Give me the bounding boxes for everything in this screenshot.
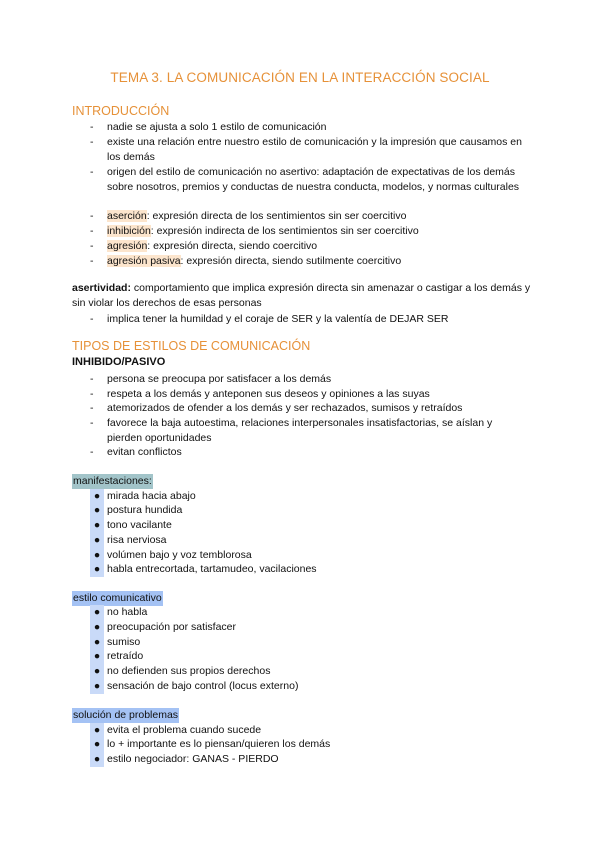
bullet-icon: ● [90, 562, 104, 577]
list-item-text: habla entrecortada, tartamudeo, vacilaciones [107, 563, 317, 575]
list-item-text: tono vacilante [107, 519, 172, 531]
list-item-text: retraído [107, 650, 144, 662]
bullet-icon: ● [90, 752, 104, 767]
dash-icon: - [90, 417, 94, 429]
term-definition: : expresión directa de los sentimientos sin ser coercitivo [146, 210, 407, 222]
term-definition: : expresión directa, siendo coercitivo [147, 240, 318, 252]
dash-icon: - [90, 136, 94, 148]
list-item-text: lo + importante es lo piensan/quieren los demás [107, 738, 331, 750]
dash-icon: - [90, 373, 94, 385]
dash-icon: - [90, 446, 94, 458]
list-item-text: existe una relación entre nuestro estilo de comunicación y la impresión que causamos en los demás [107, 136, 522, 163]
list-item-text: persona se preocupa por satisfacer a los demás [107, 373, 332, 385]
bullet-icon: ● [90, 635, 104, 650]
bullet-icon: ● [90, 605, 104, 620]
list-item-text: evitan conflictos [107, 446, 182, 458]
bullet-icon: ● [90, 489, 104, 504]
dash-icon: - [90, 121, 94, 133]
dash-icon: - [90, 210, 94, 222]
bullet-icon: ● [90, 723, 104, 738]
dash-icon: - [90, 166, 94, 178]
dash-icon: - [90, 225, 94, 237]
term-highlight: aserción [107, 210, 147, 222]
estilo-label: estilo comunicativo [73, 592, 162, 604]
bullet-icon: ● [90, 649, 104, 664]
list-item-text: postura hundida [107, 504, 183, 516]
list-item-text: implica tener la humildad y el coraje de SER y la valentía de DEJAR SER [107, 313, 449, 325]
term-highlight: inhibición [107, 225, 151, 237]
list-item-text: origen del estilo de comunicación no asertivo: adaptación de expectativas de los demás sobre nosotros, premios y conductas de nuestra conducta, modelos, y normas culturales [107, 166, 520, 193]
list-item-text: mirada hacia abajo [107, 490, 196, 502]
solucion-label: solución de problemas [73, 709, 179, 721]
list-item-text: estilo negociador: GANAS - PIERDO [107, 753, 279, 765]
dash-icon: - [90, 240, 94, 252]
bullet-icon: ● [90, 518, 104, 533]
tipos-heading: TIPOS DE ESTILOS DE COMUNICACIÓN [72, 339, 311, 353]
bullet-icon: ● [90, 533, 104, 548]
asertividad-term: asertividad: [72, 282, 131, 294]
bullet-icon: ● [90, 737, 104, 752]
list-item-text [107, 254, 527, 269]
dash-icon: - [90, 313, 94, 325]
asertividad-definition: comportamiento que implica expresión directa sin amenazar o castigar a los demás y sin violar los derechos de esas personas [72, 282, 531, 309]
list-item-text: respeta a los demás y anteponen sus deseos y opiniones a las suyas [107, 388, 430, 400]
manifestaciones-label: manifestaciones: [73, 475, 152, 487]
dash-icon: - [90, 402, 94, 414]
list-item-text: no defienden sus propios derechos [107, 665, 271, 677]
intro-heading: INTRODUCCIÓN [72, 104, 170, 118]
tipos-subheading: INHIBIDO/PASIVO [72, 356, 166, 368]
list-item-text: sensación de bajo control (locus externo) [107, 680, 299, 692]
list-item-text: favorece la baja autoestima, relaciones interpersonales insatisfactorias, se aíslan y pierden oportunidades [107, 417, 493, 444]
dash-icon: - [90, 255, 94, 267]
list-item-text [107, 224, 527, 239]
dash-icon: - [90, 388, 94, 400]
bullet-icon: ● [90, 548, 104, 563]
asertividad-paragraph [72, 281, 532, 311]
bullet-icon: ● [90, 620, 104, 635]
bullet-icon: ● [90, 679, 104, 694]
term-definition: : expresión indirecta de los sentimientos sin ser coercitivo [150, 225, 419, 237]
term-highlight: agresión pasiva [107, 255, 181, 267]
list-item-text: preocupación por satisfacer [107, 621, 236, 633]
list-item-text: no habla [107, 606, 148, 618]
bullet-icon: ● [90, 503, 104, 518]
list-item-text: evita el problema cuando sucede [107, 724, 262, 736]
list-item-text: atemorizados de ofender a los demás y ser rechazados, sumisos y retraídos [107, 402, 463, 414]
document-title: TEMA 3. LA COMUNICACIÓN EN LA INTERACCIÓN SOCIAL [110, 70, 490, 85]
bullet-icon: ● [90, 664, 104, 679]
term-highlight: agresión [107, 240, 148, 252]
list-item-text: nadie se ajusta a solo 1 estilo de comunicación [107, 121, 327, 133]
list-item-text: volúmen bajo y voz temblorosa [107, 549, 252, 561]
list-item-text: sumiso [107, 636, 141, 648]
list-item-text: risa nerviosa [107, 534, 167, 546]
term-definition: : expresión directa, siendo sutilmente coercitivo [180, 255, 402, 267]
list-item-text [107, 239, 527, 254]
list-item-text [107, 209, 527, 224]
